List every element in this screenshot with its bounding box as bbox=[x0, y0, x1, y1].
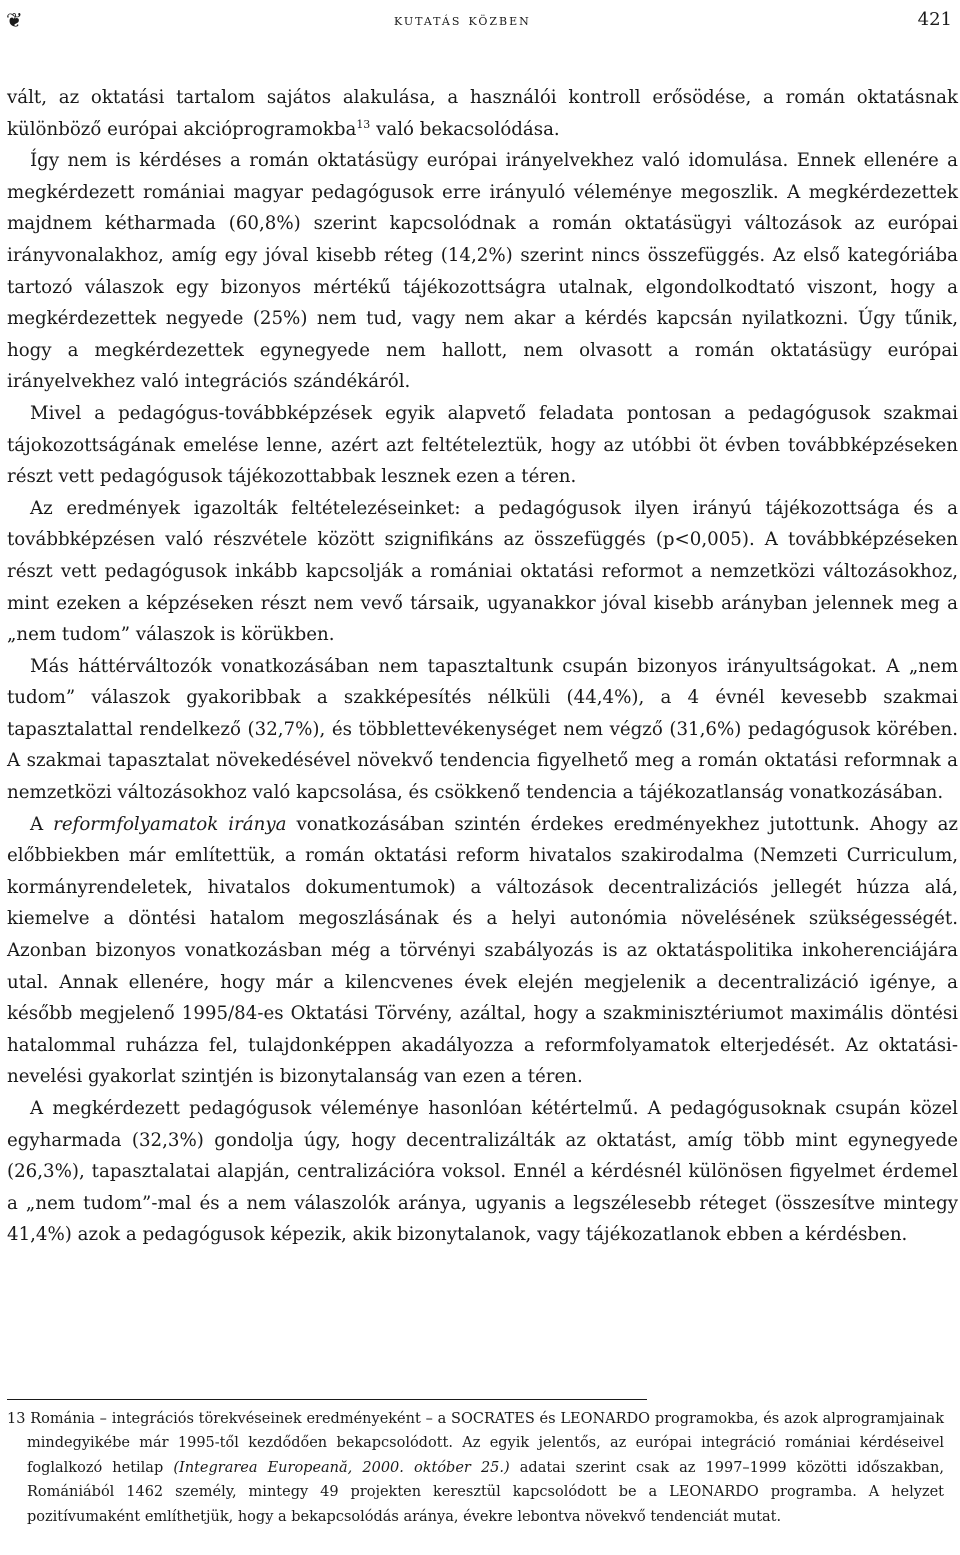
paragraph-6-text: A bbox=[30, 813, 54, 835]
paragraph-6 bbox=[7, 809, 958, 1093]
footnote-emphasis: (Integrarea Europeană, 2000. október 25.) bbox=[173, 1459, 510, 1476]
footnote-13 bbox=[7, 1407, 944, 1529]
paragraph-4: Az eredmények igazolták feltételezéseinket: a pedagógusok ilyen irányú tájékozottsága és a továbbképzésen való részvétele között szignifikáns az összefüggés (p<0,005). A továbbképzéseken részt vett pedagógusok inkább kapcsolják a romániai oktatási reformot a nemzetközi változásokhoz, mint ezeken a képzéseken részt nem vevő társaik, ugyanakkor jóval kisebb arányban jelennek meg a „nem tudom” válaszok is körükben. bbox=[7, 497, 958, 646]
footnote-divider bbox=[7, 1399, 647, 1400]
paragraph-3: Mivel a pedagógus-továbbképzések egyik alapvető feladata pontosan a pedagógusok szakmai tájokozottságának emelése lenne, azért azt feltételeztük, hogy az utóbbi öt évben továbbképzéseken részt vett pedagógusok tájékozottabbak lesznek ezen a téren. bbox=[7, 402, 958, 488]
fleuron-icon: ❦ bbox=[6, 8, 23, 32]
paragraph-5: Más háttérváltozók vonatkozásában nem tapasztaltunk csupán bizonyos irányultságokat. A „nem tudom” válaszok gyakoribbak a szakképesítés nélküli (44,4%), a 4 évnél kevesebb szakmai tapasztalattal rendelkező (32,7%), és többlettevékenységet nem végző (31,6%) pedagógusok körében. A szakmai tapasztalat növekedésével növekvő tendencia figyelhető meg a román oktatási reformnak a nemzetközi változásokhoz való kapcsolása, és csökkenő tendencia a tájékozatlanság vonatkozásában. bbox=[7, 655, 958, 804]
footnote-text-cont: adatai szerint csak az 1997–1999 közötti időszakban, Romániából 1462 személy, mintegy 49 projekten keresztül kapcsolódott be a LEONARDO programba. A helyzet pozitívumaként említhetjük, hogy a bekapcsolódás aránya, évekre lebontva növekvő tendenciát mutat. bbox=[27, 1459, 944, 1525]
running-title: kutatás közben bbox=[394, 10, 531, 29]
body-text bbox=[7, 82, 958, 1251]
paragraph-1-text-cont: való bekacsolódása. bbox=[370, 118, 560, 140]
paragraph-7: A megkérdezett pedagógusok véleménye hasonlóan kétértelmű. A pedagógusoknak csupán közel egyharmada (32,3%) gondolja úgy, hogy decentralizálták az oktatást, amíg több mint egynegyede (26,3%), tapasztalatai alapján, centralizációra voksol. Ennél a kérdésnél különösen figyelmet érdemel a „nem tudom”-mal és a nem válaszolók aránya, ugyanis a legszélesebb réteget (összesítve mintegy 41,4%) azok a pedagógusok képezik, akik bizonytalanok, vagy tájékozatlanok ebben a kérdésben. bbox=[7, 1098, 958, 1246]
footnote-number: 13 bbox=[7, 1411, 26, 1427]
footnote-ref-13: 13 bbox=[356, 117, 371, 131]
footnote-text: Románia – integrációs törekvéseinek eredményeként – a SOCRATES és LEONARDO programokba, és azok alprogramjainak mindegyikébe már 1995-től kezdődően bekapcsolódott. Az egyik jelentős, az európai integráció romániai kérdéseivel foglalkozó hetilap bbox=[25, 1411, 944, 1476]
paragraph-6-emphasis: reformfolyamatok iránya bbox=[53, 813, 287, 835]
paragraph-6-text-cont: vonatkozásában szintén érdekes eredményekhez jutottunk. Ahogy az előbbiekben már említettük, a román oktatási reform hivatalos szakirodalma (Nemzeti Curriculum, kormányrendeletek, hivatalos dokumentumok) a változások decentralizációs jellegét húzza alá, kiemelve a döntési hatalom megoszlásának és a helyi autonómia növelésének szükségességét. Azonban bizonyos vonatkozásban még a törvényi szabályozás is az oktatáspolitika inkoherenciájára utal. Annak ellenére, hogy már a kilencvenes évek elején megjelenik a decentralizáció igénye, a később megjelenő 1995/84-es Oktatási Törvény, azáltal, hogy a szakminisztériumot maximális döntési hatalommal ruházza fel, tulajdonképpen akadályozza a reformfolyamatok elterjedését. Az oktatási-nevelési gyakorlat szintjén is bizonytalanság van ezen a téren. bbox=[7, 813, 959, 1088]
paragraph-2: Így nem is kérdéses a román oktatásügy európai irányelvekhez való idomulása. Ennek ellenére a megkérdezett romániai magyar pedagógusok erre irányuló véleménye megoszlik. A megkérdezettek majdnem kétharmada (60,8%) szerint kapcsolódnak a román oktatásügyi változások az európai irányvonalakhoz, amíg egy jóval kisebb réteg (14,2%) szerint nincs összefüggés. Az első kategóriába tartozó válaszok egy bizonyos mértékű tájékozottságra utalnak, elgondolkodtató viszont, hogy a megkérdezettek negyede (25%) nem tud, vagy nem akar a kérdés kapcsán nyilatkozni. Úgy tűnik, hogy a megkérdezettek egynegyede nem hallott, nem olvasott a román oktatásügy európai irányelvekhez való integrációs szándékáról. bbox=[7, 150, 958, 393]
page-header bbox=[6, 6, 952, 34]
page-number: 421 bbox=[917, 9, 952, 30]
paragraph-1 bbox=[7, 82, 958, 145]
paragraph-1-text: vált, az oktatási tartalom sajátos alakulása, a használói kontroll erősödése, a román oktatásnak különböző európai akcióprogramokba bbox=[7, 87, 958, 140]
